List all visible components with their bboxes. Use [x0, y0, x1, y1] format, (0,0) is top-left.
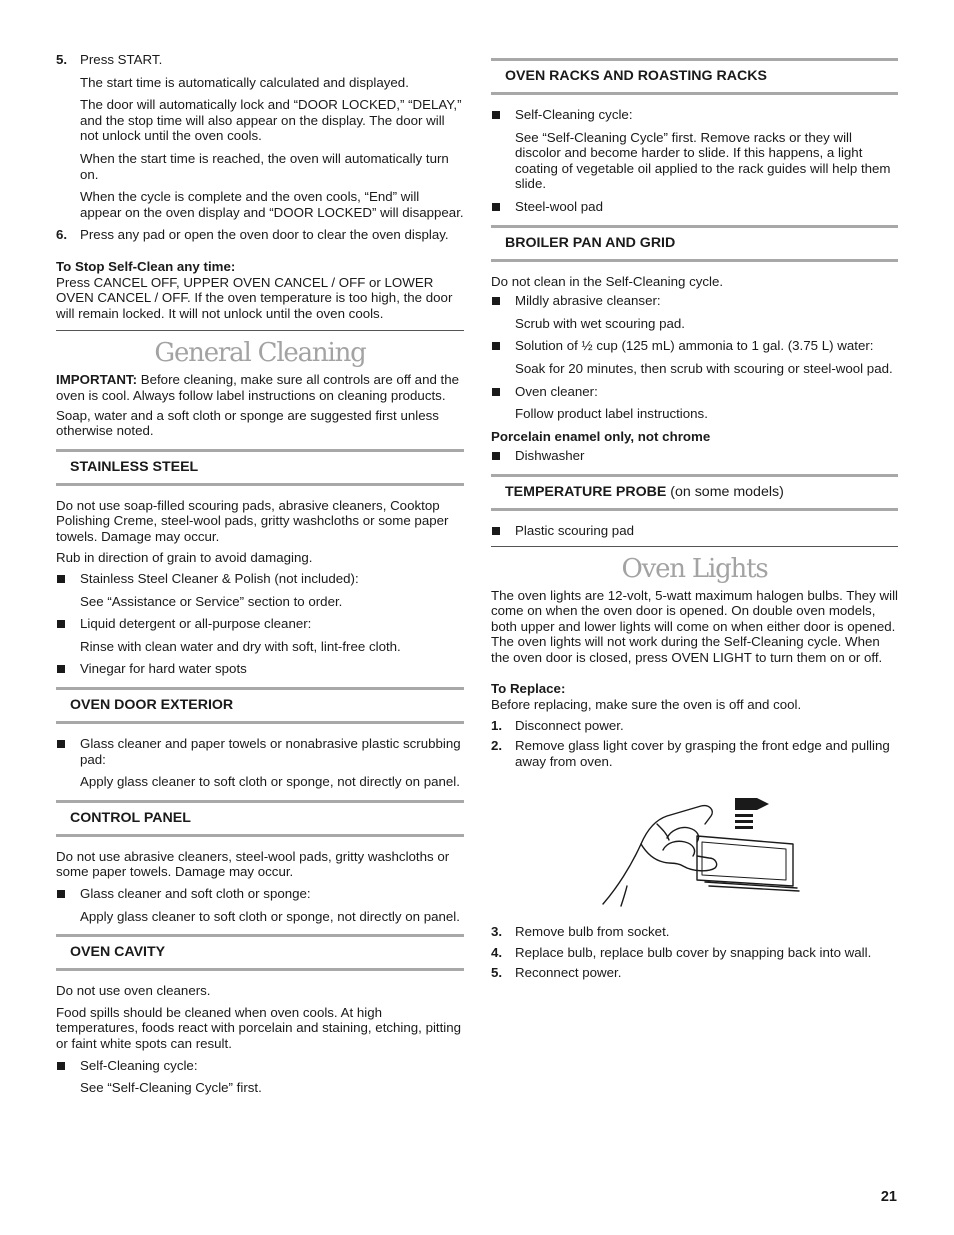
oven-cavity-spills: Food spills should be cleaned when oven cools. At high temperatures, foods react with porcelain and staining, etching, pitting or faint white spots can result. [56, 1004, 462, 1051]
step-note: The start time is automatically calculated and displayed. [80, 74, 409, 90]
probe-heading-note: (on some models) [666, 483, 784, 500]
oven-lights-title: Oven Lights [621, 553, 768, 584]
list-item-text: Plastic scouring pad [515, 522, 634, 538]
replace-step [491, 718, 898, 734]
step-text: Remove bulb from socket. [515, 924, 670, 940]
to-replace-intro: Before replacing, make sure the oven is off and cool. [491, 697, 802, 713]
stainless-warning: Do not use soap-filled scouring pads, abrasive cleaners, Cooktop Polishing Creme, steel-wool pads, gritty washcloths or some paper towels. Damage may occur. [56, 497, 449, 544]
motion-line [735, 814, 753, 817]
step-number: 3. [491, 924, 503, 940]
step-note: When the cycle is complete and the oven cools, “End” will appear on the oven display and “DOOR LOCKED” will disappear. [80, 189, 464, 220]
bullet-icon [492, 452, 500, 460]
list-item [56, 736, 464, 767]
page-number: 21 [880, 1189, 897, 1205]
bullet-icon [492, 342, 500, 350]
important-text: Before cleaning, make sure all controls are off and the oven is cool. Always follow label instructions on cleaning products. [56, 372, 460, 403]
soap-text: Soap, water and a soft cloth or sponge are suggested first unless otherwise noted. [56, 407, 439, 439]
list-item [491, 523, 898, 539]
list-item-note: Soak for 20 minutes, then scrub with scouring or steel-wool pad. [515, 360, 893, 376]
list-item-text: Glass cleaner and paper towels or nonabrasive plastic scrubbing pad: [80, 736, 461, 767]
step-5 [56, 52, 464, 68]
oven-door-exterior-heading: OVEN DOOR EXTERIOR [56, 687, 464, 724]
list-item [56, 1058, 464, 1074]
general-cleaning-title: General Cleaning [154, 338, 366, 369]
list-item-text: Dishwasher [515, 448, 585, 464]
step-note: The door will automatically lock and “DOOR LOCKED,” “DELAY,” and the stop time will also appear on the display. The door will not unlock until the oven cools. [80, 97, 462, 144]
list-item [491, 107, 898, 123]
list-item [491, 384, 898, 400]
list-item-text: Mildly abrasive cleanser: [515, 293, 661, 309]
step-text: Disconnect power. [515, 717, 624, 733]
list-item-text: Oven cleaner: [515, 383, 598, 399]
important-label: IMPORTANT: [56, 372, 138, 388]
list-item [56, 886, 464, 902]
list-item [491, 338, 898, 354]
arrow-head [735, 798, 769, 810]
motion-line [735, 826, 753, 829]
stop-self-clean-heading: To Stop Self-Clean any time: [56, 258, 236, 274]
step-text: Replace bulb, replace bulb cover by snapping back into wall. [515, 944, 872, 960]
control-panel-heading: CONTROL PANEL [56, 800, 464, 837]
list-item-text: Vinegar for hard water spots [80, 661, 247, 677]
wrist-outline [621, 886, 627, 906]
bullet-icon [492, 297, 500, 305]
pull-arrow-icon [735, 798, 769, 829]
bullet-icon [492, 527, 500, 535]
finger-outline [663, 842, 695, 857]
right-column [491, 52, 898, 986]
porcelain-heading: Porcelain enamel only, not chrome [491, 428, 711, 444]
finger-outline [667, 828, 699, 843]
probe-heading-text: TEMPERATURE PROBE [505, 483, 667, 500]
bullet-icon [57, 1062, 65, 1070]
step-number: 6. [56, 227, 68, 243]
step-text: Remove glass light cover by grasping the front edge and pulling away from oven. [515, 738, 890, 769]
light-cover-shape [697, 836, 793, 886]
control-panel-warning: Do not use abrasive cleaners, steel-wool pads, gritty washcloths or some paper towels. Damage may occur. [56, 848, 450, 880]
bullet-icon [57, 575, 65, 583]
step-text: Press START. [80, 52, 163, 67]
list-item [56, 571, 464, 587]
list-item-note: See “Self-Cleaning Cycle” first. Remove racks or they will discolor and become harder to slide. If this happens, a light coating of vegetable oil applied to the rack guides will help them slide. [515, 129, 891, 192]
step-note: When the start time is reached, the oven will automatically turn on. [80, 150, 449, 182]
list-item-text: Self-Cleaning cycle: [515, 107, 633, 122]
list-item-note: Apply glass cleaner to soft cloth or sponge, not directly on panel. [80, 774, 460, 790]
bullet-icon [492, 111, 500, 119]
hand-outline [603, 806, 712, 904]
list-item [491, 199, 898, 215]
list-item-note: Apply glass cleaner to soft cloth or sponge, not directly on panel. [80, 908, 460, 924]
step-number: 5. [491, 965, 503, 981]
bullet-icon [57, 665, 65, 673]
list-item-note: Scrub with wet scouring pad. [515, 315, 685, 331]
list-item [56, 616, 464, 632]
step-number: 5. [56, 52, 68, 67]
step-number: 2. [491, 738, 503, 754]
list-item-note: See “Assistance or Service” section to order. [80, 593, 343, 609]
list-item-text: Liquid detergent or all-purpose cleaner: [80, 616, 312, 632]
step-6 [56, 227, 464, 243]
list-item-text: Solution of ½ cup (125 mL) ammonia to 1 gal. (3.75 L) water: [515, 338, 874, 354]
broiler-warning: Do not clean in the Self-Cleaning cycle. [491, 273, 724, 289]
replace-step [491, 945, 898, 961]
broiler-pan-heading: BROILER PAN AND GRID [491, 225, 898, 262]
light-cover-removal-illustration [597, 796, 807, 908]
step-text: Reconnect power. [515, 965, 622, 981]
oven-cavity-warning: Do not use oven cleaners. [56, 983, 211, 999]
bullet-icon [57, 740, 65, 748]
finger-outline [657, 824, 669, 840]
oven-cavity-heading: OVEN CAVITY [56, 934, 464, 971]
stop-self-clean-text: Press CANCEL OFF, UPPER OVEN CANCEL / OFF or LOWER OVEN CANCEL / OFF. If the oven temperature is too high, the door will remain locked. It will not unlock until the oven cools. [56, 274, 453, 321]
bullet-icon [57, 890, 65, 898]
step-number: 4. [491, 944, 503, 960]
hand-outline [641, 844, 717, 871]
oven-racks-heading: OVEN RACKS AND ROASTING RACKS [491, 58, 898, 95]
bullet-icon [492, 203, 500, 211]
list-item [491, 293, 898, 309]
stainless-grain: Rub in direction of grain to avoid damaging. [56, 550, 313, 566]
divider [491, 546, 898, 547]
list-item-text: Steel-wool pad [515, 198, 603, 214]
oven-lights-text: The oven lights are 12-volt, 5-watt maximum halogen bulbs. They will come on when the oven door is opened. On double oven models, both upper and lower lights will come on when either door is opened. The oven lights will not work during the Self-Cleaning cycle. When the oven door is closed, press OVEN LIGHT to turn them on or off. [491, 587, 898, 665]
to-replace-heading: To Replace: [491, 681, 566, 697]
important-note [56, 372, 464, 403]
bullet-icon [57, 620, 65, 628]
list-item-note: Follow product label instructions. [515, 406, 708, 422]
replace-step [491, 965, 898, 981]
list-item-text: Glass cleaner and soft cloth or sponge: [80, 886, 311, 901]
list-item-text: Self-Cleaning cycle: [80, 1057, 198, 1073]
left-column [56, 52, 464, 1103]
replace-step [491, 924, 898, 940]
replace-step [491, 738, 898, 769]
list-item-note: Rinse with clean water and dry with soft, lint-free cloth. [80, 638, 401, 654]
divider [56, 330, 464, 331]
step-number: 1. [491, 717, 503, 733]
motion-line [735, 820, 753, 823]
list-item-note: See “Self-Cleaning Cycle” first. [80, 1080, 262, 1096]
list-item-text: Stainless Steel Cleaner & Polish (not included): [80, 571, 359, 587]
list-item [56, 661, 464, 677]
bullet-icon [492, 388, 500, 396]
list-item [491, 448, 898, 464]
step-text: Press any pad or open the oven door to clear the oven display. [80, 227, 449, 243]
stainless-steel-heading: STAINLESS STEEL [56, 449, 464, 486]
temperature-probe-heading [491, 474, 898, 511]
